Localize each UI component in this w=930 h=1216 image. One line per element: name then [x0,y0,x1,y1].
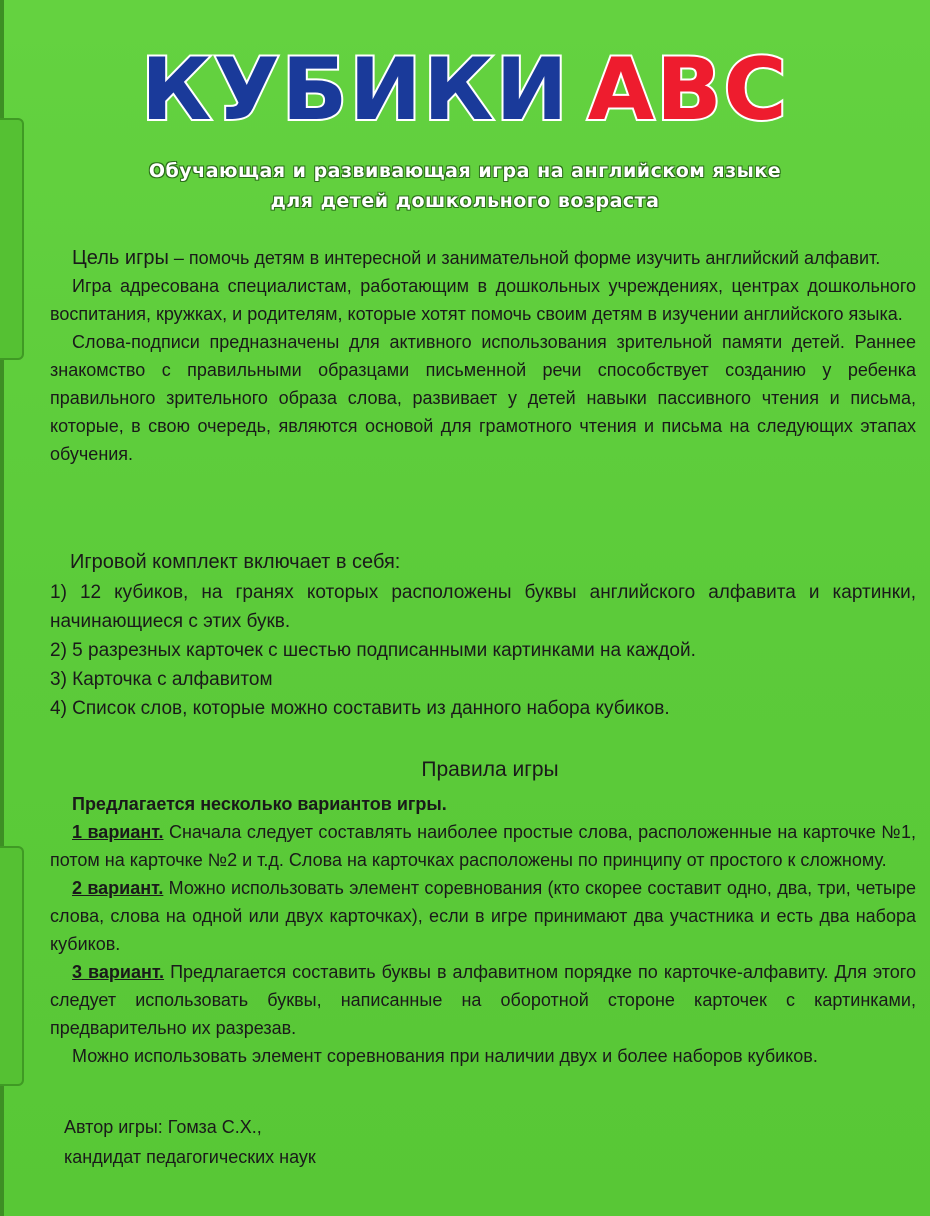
variant-2 [50,874,916,958]
goal-section [50,244,916,468]
rules-title: Правила игры [421,758,559,781]
kit-item: 2) 5 разрезных карточек с шестью подписанными картинками на каждой. [50,640,696,661]
author-block [64,1112,316,1172]
title-abc: ABC [587,40,789,140]
variant-2-label: 2 вариант. [72,878,164,898]
rules-closing: Можно использовать элемент соревнования при наличии двух и более наборов кубиков. [72,1046,818,1066]
variant-1 [50,818,916,874]
variant-1-text: Сначала следует составлять наиболее простые слова, расположенные на карточке №1, потом на карточке №2 и т.д. Слова на карточках расположены по принципу от простого к сложному. [50,822,917,870]
goal-text: – помочь детям в интересной и занимательной форме изучить английский алфавит. [168,248,881,268]
variant-3 [50,958,916,1042]
subtitle-line-1: Обучающая и развивающая игра на английском языке [148,160,782,182]
variant-3-text: Предлагается составить буквы в алфавитном порядке по карточке-алфавиту. Для этого следует использовать буквы, написанные на оборотной стороне карточек с картинками, предварительно их разрезав. [50,962,916,1038]
author-name: Автор игры: Гомза С.Х., [64,1117,262,1137]
kit-item: 3) Карточка с алфавитом [50,669,273,690]
subtitle-line-2: для детей дошкольного возраста [270,190,660,212]
variant-1-label: 1 вариант. [72,822,164,842]
rules-intro: Предлагается несколько вариантов игры. [72,794,447,814]
rules-section [50,790,916,1070]
variant-3-label: 3 вариант. [72,962,165,982]
goal-lead: Цель игры [72,247,169,269]
kit-item: 1) 12 кубиков, на гранях которых расположены буквы английского алфавита и картинки, начинающиеся с этих букв. [50,582,916,632]
box-flap-bottom [0,846,24,1086]
words-paragraph: Слова-подписи предназначены для активного использования зрительной памяти детей. Раннее знакомство с правильными образцами письменной речи способствует созданию у ребенка правильного зрительного образа слова, развивает у детей навыки пассивного чтения и письма, которые, в свою очередь, являются основой для грамотного чтения и письма на следующих этапах обучения. [50,332,916,464]
audience-paragraph: Игра адресована специалистам, работающим в дошкольных учреждениях, центрах дошкольного воспитания, кружках, и родителям, которые хотят помочь своим детям в изучении английского языка. [50,276,916,324]
box-flap-top [0,118,24,360]
author-degree: кандидат педагогических наук [64,1147,316,1167]
kit-heading: Игровой комплект включает в себя: [70,551,401,573]
goal-paragraph [50,244,916,272]
kit-item: 4) Список слов, которые можно составить из данного набора кубиков. [50,698,670,719]
title-word: КУБИКИ [141,40,570,140]
variant-2-text: Можно использовать элемент соревнования (кто скорее составит одно, два, три, четыре слова, слова на одной или двух карточках), если в игре принимают два участника и есть два набора кубиков. [50,878,917,954]
product-title [0,40,930,140]
kit-section [50,548,916,723]
